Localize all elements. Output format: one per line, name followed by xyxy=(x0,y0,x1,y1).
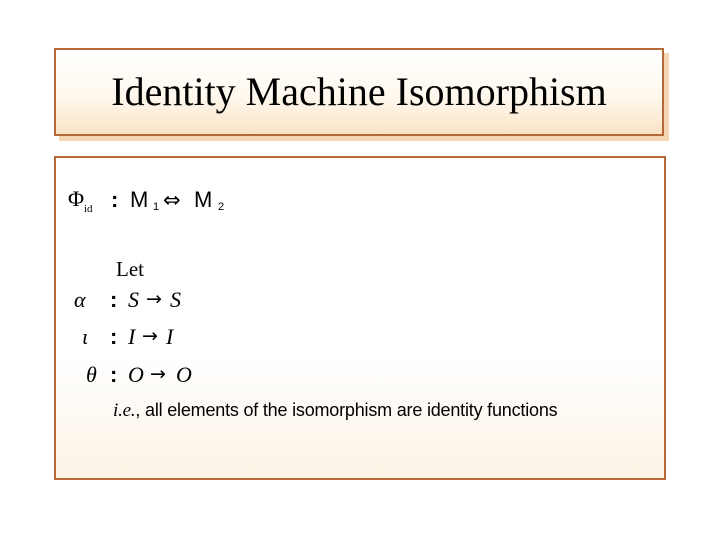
domain-symbol: I xyxy=(128,324,136,349)
domain-symbol: S xyxy=(128,287,139,312)
title-box xyxy=(54,48,664,136)
alpha-symbol: α xyxy=(74,287,86,312)
codomain-symbol: S xyxy=(170,287,181,312)
right-arrow-icon: → xyxy=(142,325,158,347)
machine-two: M xyxy=(194,187,213,212)
phi-subscript: id xyxy=(84,203,93,215)
codomain-symbol: O xyxy=(176,362,192,387)
note-text: , all elements of the isomorphism are identity functions xyxy=(135,400,558,420)
right-arrow-icon: → xyxy=(146,288,162,310)
definition-colon: : xyxy=(110,287,118,312)
phi-symbol: Φ xyxy=(68,186,85,211)
slide-title: Identity Machine Isomorphism xyxy=(111,69,607,114)
let-label: Let xyxy=(116,257,144,281)
iota-symbol: ι xyxy=(82,324,89,349)
content-box xyxy=(54,156,666,480)
identity-note xyxy=(113,401,557,420)
definition-colon: : xyxy=(110,362,118,387)
theta-symbol: θ xyxy=(86,362,97,387)
machine-one: M xyxy=(130,187,149,212)
machine-one-index: 1 xyxy=(153,201,160,213)
definition-colon: : xyxy=(110,324,118,349)
mapping-colon: : xyxy=(111,187,119,212)
codomain-symbol: I xyxy=(166,324,174,349)
machine-two-index: 2 xyxy=(218,201,225,213)
domain-symbol: O xyxy=(128,362,144,387)
note-prefix: i.e. xyxy=(113,400,136,421)
right-arrow-icon: → xyxy=(150,363,166,385)
equivalence-arrow: ⇔ xyxy=(163,188,181,212)
